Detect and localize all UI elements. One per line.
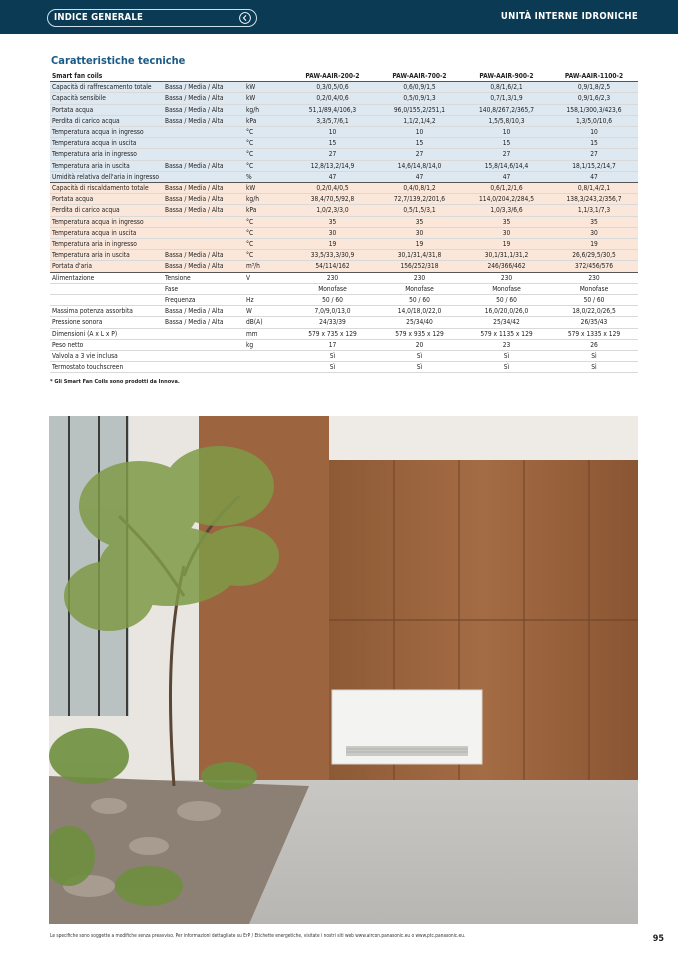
- value-cell: 1,0/2,3/3,0: [289, 205, 376, 216]
- label-cell: Termostato touchscreen: [50, 362, 163, 373]
- index-label: INDICE GENERALE: [54, 12, 144, 23]
- value-cell: 17: [289, 339, 376, 350]
- value-cell: 0,2/0,4/0,5: [289, 183, 376, 194]
- mode-cell: Bassa / Media / Alta: [163, 261, 244, 272]
- spec-table-body: [50, 82, 638, 373]
- unit-cell: °C: [244, 138, 289, 149]
- unit-cell: W: [244, 306, 289, 317]
- value-cell: 19: [289, 239, 376, 250]
- value-cell: 51,1/89,4/106,3: [289, 104, 376, 115]
- label-cell: Pressione sonora: [50, 317, 163, 328]
- unit-cell: [244, 362, 289, 373]
- value-cell: Sì: [376, 351, 463, 362]
- value-cell: 18,1/15,2/14,7: [550, 160, 638, 171]
- value-cell: 30,1/31,1/31,2: [463, 250, 550, 261]
- value-cell: 47: [376, 171, 463, 182]
- mode-cell: [163, 328, 244, 339]
- unit-cell: kW: [244, 183, 289, 194]
- label-cell: Temperatura aria in uscita: [50, 160, 163, 171]
- label-cell: Portata acqua: [50, 104, 163, 115]
- value-cell: Sì: [289, 351, 376, 362]
- unit-cell: mm: [244, 328, 289, 339]
- value-cell: 0,7/1,3/1,9: [463, 93, 550, 104]
- value-cell: 0,8/1,4/2,1: [550, 183, 638, 194]
- value-cell: Monofase: [376, 283, 463, 294]
- value-cell: 27: [550, 149, 638, 160]
- value-cell: 35: [463, 216, 550, 227]
- table-header-cell: [244, 71, 289, 82]
- label-cell: Capacità di raffrescamento totale: [50, 82, 163, 93]
- value-cell: 35: [550, 216, 638, 227]
- page-title: Caratteristiche tecniche: [51, 54, 186, 67]
- table-row: [50, 250, 638, 261]
- mode-cell: [163, 216, 244, 227]
- value-cell: 47: [463, 171, 550, 182]
- value-cell: 30: [289, 227, 376, 238]
- label-cell: [50, 283, 163, 294]
- label-cell: Temperatura aria in ingresso: [50, 239, 163, 250]
- label-cell: Perdita di carico acqua: [50, 115, 163, 126]
- value-cell: 16,0/20,0/26,0: [463, 306, 550, 317]
- label-cell: Perdita di carico acqua: [50, 205, 163, 216]
- value-cell: Monofase: [289, 283, 376, 294]
- table-row: [50, 272, 638, 283]
- spec-table: [50, 71, 638, 373]
- value-cell: Sì: [376, 362, 463, 373]
- mode-cell: [163, 149, 244, 160]
- mode-cell: Bassa / Media / Alta: [163, 93, 244, 104]
- table-row: [50, 93, 638, 104]
- mode-cell: [163, 239, 244, 250]
- value-cell: 372/456/576: [550, 261, 638, 272]
- value-cell: 579 x 1135 x 129: [463, 328, 550, 339]
- mode-cell: Frequenza: [163, 295, 244, 306]
- mode-cell: Tensione: [163, 272, 244, 283]
- label-cell: Temperatura acqua in uscita: [50, 227, 163, 238]
- label-cell: Dimensioni (A x L x P): [50, 328, 163, 339]
- label-cell: Temperatura acqua in ingresso: [50, 127, 163, 138]
- value-cell: 30: [550, 227, 638, 238]
- label-cell: Temperatura aria in ingresso: [50, 149, 163, 160]
- value-cell: Sì: [289, 362, 376, 373]
- table-row: [50, 171, 638, 182]
- value-cell: 47: [550, 171, 638, 182]
- value-cell: 1,5/5,8/10,3: [463, 115, 550, 126]
- table-row: [50, 283, 638, 294]
- table-row: [50, 239, 638, 250]
- mode-cell: Bassa / Media / Alta: [163, 183, 244, 194]
- value-cell: 15: [463, 138, 550, 149]
- label-cell: Temperatura aria in uscita: [50, 250, 163, 261]
- unit-cell: °C: [244, 216, 289, 227]
- unit-cell: m³/h: [244, 261, 289, 272]
- value-cell: 30: [376, 227, 463, 238]
- unit-cell: Hz: [244, 295, 289, 306]
- value-cell: 35: [289, 216, 376, 227]
- value-cell: 19: [376, 239, 463, 250]
- value-cell: 50 / 60: [376, 295, 463, 306]
- table-row: [50, 104, 638, 115]
- value-cell: 230: [376, 272, 463, 283]
- unit-cell: %: [244, 171, 289, 182]
- unit-cell: kPa: [244, 115, 289, 126]
- table-row: [50, 149, 638, 160]
- value-cell: 0,9/1,8/2,5: [550, 82, 638, 93]
- mode-cell: Bassa / Media / Alta: [163, 317, 244, 328]
- value-cell: 114,0/204,2/284,5: [463, 194, 550, 205]
- value-cell: 0,6/1,2/1,6: [463, 183, 550, 194]
- value-cell: 246/366/462: [463, 261, 550, 272]
- mode-cell: Bassa / Media / Alta: [163, 250, 244, 261]
- table-row: [50, 227, 638, 238]
- value-cell: 25/34/40: [376, 317, 463, 328]
- table-row: [50, 205, 638, 216]
- mode-cell: [163, 127, 244, 138]
- table-row: [50, 194, 638, 205]
- table-row: [50, 127, 638, 138]
- bottom-note: Le specifiche sono soggette a modifiche senza preavviso. Per informazioni dettagliate su ErP / Etichette energetiche, visitate i nostri siti web www.aircon.panasonic.eu o www.ptc.panasonic.eu.: [50, 934, 466, 939]
- table-row: [50, 183, 638, 194]
- table-row: [50, 82, 638, 93]
- label-cell: Capacità sensibile: [50, 93, 163, 104]
- table-row: [50, 351, 638, 362]
- mode-cell: [163, 362, 244, 373]
- value-cell: 33,5/33,3/30,9: [289, 250, 376, 261]
- value-cell: Sì: [463, 351, 550, 362]
- table-header-row: [50, 71, 638, 82]
- value-cell: Sì: [463, 362, 550, 373]
- label-cell: Massima potenza assorbita: [50, 306, 163, 317]
- value-cell: 14,6/14,8/14,0: [376, 160, 463, 171]
- value-cell: 27: [289, 149, 376, 160]
- value-cell: 50 / 60: [289, 295, 376, 306]
- value-cell: 15: [550, 138, 638, 149]
- unit-cell: °C: [244, 227, 289, 238]
- value-cell: 26,6/29,5/30,5: [550, 250, 638, 261]
- unit-cell: [244, 351, 289, 362]
- value-cell: 14,0/18,0/22,0: [376, 306, 463, 317]
- value-cell: 12,8/13,2/14,9: [289, 160, 376, 171]
- table-row: [50, 339, 638, 350]
- value-cell: 1,1/2,1/4,2: [376, 115, 463, 126]
- value-cell: 0,4/0,8/1,2: [376, 183, 463, 194]
- unit-cell: [244, 283, 289, 294]
- value-cell: 230: [289, 272, 376, 283]
- value-cell: 19: [550, 239, 638, 250]
- value-cell: Sì: [550, 362, 638, 373]
- table-header-cell: Smart fan coils: [50, 71, 163, 82]
- mode-cell: [163, 138, 244, 149]
- label-cell: [50, 295, 163, 306]
- unit-cell: kg/h: [244, 104, 289, 115]
- value-cell: 230: [550, 272, 638, 283]
- table-header-cell: PAW-AAIR-700-2: [376, 71, 463, 82]
- unit-cell: °C: [244, 250, 289, 261]
- value-cell: 0,5/1,5/3,1: [376, 205, 463, 216]
- value-cell: Sì: [550, 351, 638, 362]
- value-cell: 30,1/31,4/31,8: [376, 250, 463, 261]
- value-cell: 158,1/300,3/423,6: [550, 104, 638, 115]
- table-row: [50, 317, 638, 328]
- value-cell: 579 x 735 x 129: [289, 328, 376, 339]
- unit-cell: dB(A): [244, 317, 289, 328]
- value-cell: 27: [376, 149, 463, 160]
- value-cell: 0,3/0,5/0,6: [289, 82, 376, 93]
- table-row: [50, 216, 638, 227]
- value-cell: 50 / 60: [463, 295, 550, 306]
- index-button[interactable]: [47, 9, 257, 27]
- section-title: UNITÀ INTERNE IDRONICHE: [500, 11, 638, 22]
- value-cell: 24/33/39: [289, 317, 376, 328]
- value-cell: 156/252/318: [376, 261, 463, 272]
- value-cell: 3,3/5,7/6,1: [289, 115, 376, 126]
- label-cell: Peso netto: [50, 339, 163, 350]
- value-cell: 23: [463, 339, 550, 350]
- table-row: [50, 295, 638, 306]
- value-cell: 15,8/14,6/14,4: [463, 160, 550, 171]
- value-cell: 50 / 60: [550, 295, 638, 306]
- value-cell: 19: [463, 239, 550, 250]
- value-cell: 47: [289, 171, 376, 182]
- value-cell: 26: [550, 339, 638, 350]
- value-cell: 0,2/0,4/0,6: [289, 93, 376, 104]
- unit-cell: °C: [244, 239, 289, 250]
- value-cell: 72,7/139,2/201,6: [376, 194, 463, 205]
- value-cell: 25/34/42: [463, 317, 550, 328]
- value-cell: 10: [463, 127, 550, 138]
- unit-cell: kg/h: [244, 194, 289, 205]
- table-row: [50, 261, 638, 272]
- value-cell: 15: [289, 138, 376, 149]
- mode-cell: Bassa / Media / Alta: [163, 306, 244, 317]
- value-cell: 20: [376, 339, 463, 350]
- unit-cell: °C: [244, 160, 289, 171]
- mode-cell: Fase: [163, 283, 244, 294]
- label-cell: Portata acqua: [50, 194, 163, 205]
- unit-cell: °C: [244, 127, 289, 138]
- value-cell: 30: [463, 227, 550, 238]
- value-cell: 138,3/243,2/356,7: [550, 194, 638, 205]
- table-row: [50, 328, 638, 339]
- unit-cell: V: [244, 272, 289, 283]
- product-photo: [49, 416, 638, 924]
- value-cell: 1,0/3,3/6,6: [463, 205, 550, 216]
- label-cell: Valvola a 3 vie inclusa: [50, 351, 163, 362]
- label-cell: Temperatura acqua in ingresso: [50, 216, 163, 227]
- table-header-cell: PAW-AAIR-900-2: [463, 71, 550, 82]
- mode-cell: Bassa / Media / Alta: [163, 82, 244, 93]
- value-cell: 38,4/70,5/92,8: [289, 194, 376, 205]
- value-cell: 15: [376, 138, 463, 149]
- value-cell: 230: [463, 272, 550, 283]
- table-row: [50, 115, 638, 126]
- mode-cell: [163, 227, 244, 238]
- value-cell: 10: [550, 127, 638, 138]
- mode-cell: Bassa / Media / Alta: [163, 104, 244, 115]
- unit-cell: kg: [244, 339, 289, 350]
- table-row: [50, 306, 638, 317]
- value-cell: 10: [289, 127, 376, 138]
- mode-cell: [163, 351, 244, 362]
- label-cell: Alimentazione: [50, 272, 163, 283]
- label-cell: Temperatura acqua in uscita: [50, 138, 163, 149]
- table-header-cell: [163, 71, 244, 82]
- value-cell: 27: [463, 149, 550, 160]
- value-cell: 1,1/3,1/7,3: [550, 205, 638, 216]
- unit-cell: kPa: [244, 205, 289, 216]
- unit-cell: kW: [244, 82, 289, 93]
- label-cell: Umidità relativa dell'aria in ingresso: [50, 171, 163, 182]
- label-cell: Portata d'aria: [50, 261, 163, 272]
- table-row: [50, 160, 638, 171]
- table-row: [50, 138, 638, 149]
- value-cell: 35: [376, 216, 463, 227]
- table-header-cell: PAW-AAIR-200-2: [289, 71, 376, 82]
- value-cell: 579 x 935 x 129: [376, 328, 463, 339]
- value-cell: 96,0/155,2/251,1: [376, 104, 463, 115]
- value-cell: 140,8/267,2/365,7: [463, 104, 550, 115]
- value-cell: 0,6/0,9/1,5: [376, 82, 463, 93]
- table-header-cell: PAW-AAIR-1100-2: [550, 71, 638, 82]
- value-cell: 0,9/1,6/2,3: [550, 93, 638, 104]
- unit-cell: °C: [244, 149, 289, 160]
- mode-cell: Bassa / Media / Alta: [163, 160, 244, 171]
- table-row: [50, 362, 638, 373]
- mode-cell: [163, 171, 244, 182]
- value-cell: 54/114/162: [289, 261, 376, 272]
- value-cell: 7,0/9,0/13,0: [289, 306, 376, 317]
- mode-cell: [163, 339, 244, 350]
- mode-cell: Bassa / Media / Alta: [163, 115, 244, 126]
- value-cell: 1,3/5,0/10,6: [550, 115, 638, 126]
- label-cell: Capacità di riscaldamento totale: [50, 183, 163, 194]
- mode-cell: Bassa / Media / Alta: [163, 205, 244, 216]
- value-cell: 18,0/22,0/26,5: [550, 306, 638, 317]
- top-bar: [0, 0, 678, 34]
- value-cell: 10: [376, 127, 463, 138]
- value-cell: 26/35/43: [550, 317, 638, 328]
- footnote: * Gli Smart Fan Coils sono prodotti da Innova.: [50, 379, 180, 385]
- mode-cell: Bassa / Media / Alta: [163, 194, 244, 205]
- value-cell: 0,8/1,6/2,1: [463, 82, 550, 93]
- value-cell: 579 x 1335 x 129: [550, 328, 638, 339]
- value-cell: Monofase: [550, 283, 638, 294]
- unit-cell: kW: [244, 93, 289, 104]
- value-cell: Monofase: [463, 283, 550, 294]
- value-cell: 0,5/0,9/1,3: [376, 93, 463, 104]
- chevron-left-icon[interactable]: [239, 12, 251, 24]
- page-number: 95: [652, 934, 664, 944]
